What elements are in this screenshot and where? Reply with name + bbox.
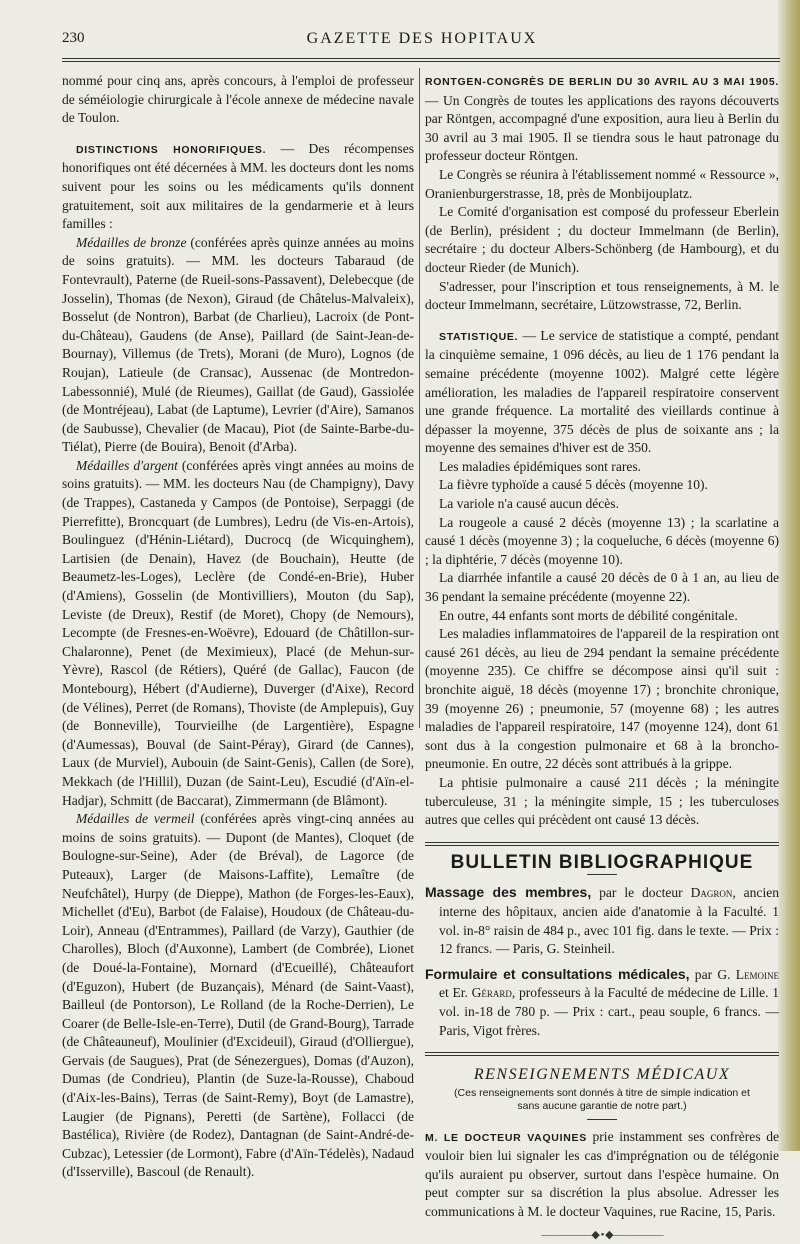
entry-2-text: professeurs à la Faculté de médecine de Lille. 1 vol. in-18 de 780 p. — Prix : cart., peau souple, 6 francs. — Paris, Vigot frères. [439, 985, 779, 1038]
vaquines-text: prie instamment ses confrères de vouloir bien lui signaler les cas d'imprégnation ou de télégonie qu'ils auraient pu observer, surtout dans l'espèce humaine. On peut compter sur sa discrétion la plus absolue. Adresser les communications à M. le docteur Vaquines, rue Racine, 15, Paris. [425, 1128, 779, 1220]
statistique-text-2: Les maladies épidémiques sont rares. [439, 458, 642, 474]
distinctions-text: — Des récompenses honorifiques ont été décernées à MM. les docteurs dont les noms suivent pour les soins ou les médicaments qu'ils donnent gratuitement, soit aux militaires de la gendarmerie et à leurs familles : [62, 140, 414, 232]
column-divider [419, 68, 420, 728]
distinctions-heading: DISTINCTIONS HONORIFIQUES. [76, 143, 267, 156]
entry-1-title: Massage des membres, [425, 884, 592, 901]
entry-2-pre: par G. [689, 966, 736, 982]
entry-2-title: Formulaire et consultations médicales, [425, 965, 690, 982]
vermeil-label: Médailles de vermeil [76, 811, 195, 827]
bronze-text: (conférées après quinze années au moins de soins gratuits). — MM. les docteurs Tabaraud (de Fontevrault), Paterne (de Rueil-sons-Passavent), Delebecque (de Josselin), Thomas (de Nexon), Giraud (de Châtelus-Malvaleix), Bosselut (de Nontron), Barbat (de Charlieu), Lacroix (de Pont-du-Château), Gaudens (de Anse), Paillard (de Saint-Jean-de-Bournay), Villemus (de Trets), Morani (de Muro), Lognos (de Roujan), Latieule (de Cransac), Aussenac (de Montredon-Labessonnié), Mulé (de Rieumes), Gaillat (de Gaud), Gassiolée (de Montréjeau), Labat (de Laptume), Levrier (d'Aire), Samanos (de Saubusse), Chevalier (de Macau), Piot (de Sainte-Barbe-du-Tiélat), Pierre (de Bouira), Benoit (d'Arba). [62, 234, 414, 455]
vermeil-text: (conférées après vingt-cinq années au moins de soins gratuits). — Dupont (de Mantes), Cloquet (de Boulogne-sur-Seine), Ader (de Bréval), de Lagorce (de Puteaux), Larger (de Maisons-Laffite), Lemaître (de Neufchâtel), Hurpy (de Dieppe), Mathon (de Forges-les-Eaux), Michellet (d'Eu), Barbot (de Falaise), Houdoux (de Château-du-Loir), Anneau (d'Entrammes), Paillard (de Varzy), Gauthier (de Charolles), Bloch (d'Auxonne), Lambert (de Combrée), Lionet (de Doué-la-Fontaine), Mornard (d'Ecueillé), Châteaufort (d'Eguzon), Hubert (de Buzançais), Ménard (de Saint-Vaast), Bailleul (de Pontorson), Le Rolland (de la Roche-Derrien), Le Coarer (de Belle-Isle-en-Terre), Dutil (de Grand-Bourg), Tarrade (de Châteauneuf), Moulinier (d'Excideuil), Giraud (d'Olliergue), Gervais (de Saugues), Prat (de Sénezergues), Domas (d'Auzon), Dumas (de Condrieu), Plantin (de Suze-la-Rousse), Chaboud (d'Aix-les-Bains), Terras (de Saint-Remy), Boyt (de Lamastre), Laugier (de Pignans), Peretti (de Sartène), Follacci (de Bastélica), Rivière (de Rodez), Dantagnan (de Saint-André-de-Cubzac), Letessier (de Lormont), Fabre (d'Aïn-Tédelès), Nadaud (d'Isserville), Bascoul (de Renault). [62, 811, 414, 1180]
right-column [425, 72, 779, 1244]
bulletin-short-rule [587, 874, 617, 875]
vaquines-heading: M. LE DOCTEUR VAQUINES [425, 1131, 587, 1144]
statistique-text-6: La diarrhée infantile a causé 20 décès de 0 à 1 an, au lieu de 36 pendant la semaine précédente (moyenne 22). [425, 570, 779, 605]
statistique-text-3: La fièvre typhoïde a causé 5 décès (moyenne 10). [439, 477, 708, 493]
page-number: 230 [62, 30, 85, 46]
congres-text-3: Le Comité d'organisation est composé du professeur Eberlein (de Berlin), président ; du docteur Immelmann (de Berlin), secrétaire ; du docteur Albers-Schönberg (de Hambourg), et du docteur Rieder (de Munich). [425, 204, 779, 275]
argent-text: (conférées après vingt années au moins de soins gratuits). — MM. les docteurs Nau (de Champigny), Davy (de Trappes), Castaneda y Campos (de Pontoise), Serpaggi (de Pierrefitte), Broncquart (de Lumbres), Ledru (de Vis-en-Artois), Boulinguez (d'Hénin-Liétard), Ducrocq (de Wicquinghem), Lartisien (de Denain), Havez (de Bouchain), Heutte (de Beaumetz-les-Loges), Leclère (de Condé-en-Brie), Huber (d'Amiens), Gosselin (de Montivilliers), Mouton (du Sap), Leviste (de Dreux), Restif (de Moret), Chopy (de Nemours), Lecompte (de Fresnes-en-Woëvre), Edouard (de Châtillon-sur-Chalaronne), Penet (de Meximieux), Placé (de Mehun-sur-Yèvre), Rascol (de Rétiers), Quéré (de Gallac), Faucon (de Montebourg), Hébert (d'Audierne), Duverger (d'Aixe), Record (de Vélines), Perret (de Romans), Thoviste (de Amplepuis), Guy (de Bonneville), Tourvieilhe (de Largentière), Espagne (d'Aumessas), Bouval (de Saint-Péray), Girard (de Cannes), Laux (de Murviel), Aubouin (de Saint-Genis), Callen (de Sore), Mekkach (de l'Hillil), Duzan (de Saint-Leu), Escudié (d'Aïn-el-Hadjar), Schmitt (de Baccarat), Zimmermann (de Blâmont). [62, 457, 415, 808]
vaquines-paragraph [425, 1128, 779, 1222]
renseignements-rule [425, 1052, 779, 1056]
distinctions-paragraph [62, 140, 414, 234]
congres-text-2: Le Congrès se réunira à l'établissement nommé « Ressource », Oranienburgerstrasse, 18, près de Monbijouplatz. [425, 166, 779, 201]
entry-2-author: Lemoine [735, 966, 779, 982]
renseignements-short-rule [587, 1119, 617, 1120]
statistique-text-4: La variole n'a causé aucun décès. [439, 496, 619, 512]
statistique-text-5: La rougeole a causé 2 décès (moyenne 13) ; la scarlatine a causé 1 décès (moyenne 3) ; la coqueluche, 6 décès (moyenne 6) ; la diphtérie, 7 décès (moyenne 10). [425, 514, 779, 567]
bulletin-entry-2 [425, 965, 779, 1040]
statistique-heading: STATISTIQUE. [439, 330, 519, 343]
statistique-text-7: En outre, 44 enfants sont morts de débilité congénitale. [439, 607, 738, 623]
entry-2-author-2: Gérard, [471, 985, 516, 1001]
bronze-label: Médailles de bronze [76, 234, 187, 250]
entry-2-mid: et Er. [439, 985, 472, 1001]
congres-paragraph [425, 72, 779, 166]
bulletin-title: BULLETIN BIBLIOGRAPHIQUE [450, 851, 754, 873]
congres-text-1: — Un Congrès de toutes les applications des rayons découverts par Röntgen, accompagné d'une exposition, aura lieu à Berlin du 30 avril au 3 mai 1905. Il se tiendra sous le haut patronage du professeur docteur Röntgen. [425, 92, 779, 164]
congres-heading: RONTGEN-CONGRÈS DE BERLIN DU 30 AVRIL AU 3 MAI 1905. [425, 76, 779, 88]
statistique-text-1: — Le service de statistique a compté, pendant la cinquième semaine, 1 096 décès, au lieu de 1 176 pendant la semaine précédente (moyenne 1002). Malgré cette légère amélioration, les maladies de l'appareil respiratoire conservent une grande fréquence. La mortalité des vieillards continue à dépasser la moyenne, 375 décès de plus de soixante ans ; la moyenne des semaines d'hiver est de 350. [425, 327, 779, 456]
bulletin-rule [425, 842, 779, 846]
bronze-paragraph [62, 234, 414, 457]
ornament-divider: —————◆ • ◆————— [541, 1228, 663, 1241]
argent-label: Médailles d'argent [76, 457, 178, 473]
header-rule [62, 58, 780, 62]
renseignements-subtitle: (Ces renseignements sont donnés à titre de simple indication et sans aucune garantie de notre part.) [454, 1086, 750, 1112]
statistique-text-9: La phtisie pulmonaire a causé 211 décès ; la méningite tuberculeuse, 31 ; la méningite simple, 15 ; les tuberculoses autres que celles qui précèdent ont causé 13 décès. [425, 774, 779, 828]
vermeil-paragraph [62, 810, 414, 1182]
renseignements-title: RENSEIGNEMENTS MÉDICAUX [473, 1066, 731, 1084]
left-column [62, 72, 414, 1182]
entry-1-author: Dagron, [690, 885, 736, 901]
running-title: GAZETTE DES HOPITAUX [306, 30, 538, 47]
entry-1-text: ancien interne des hôpitaux, ancien aide d'anatomie à la Faculté. 1 vol. in-8° raisin de 484 p., avec 101 fig. dans le texte. — Prix : 12 francs. — Paris, G. Steinheil. [439, 885, 779, 957]
intro-paragraph: nommé pour cinq ans, après concours, à l'emploi de professeur de séméiologie chirurgicale à l'école annexe de médecine navale de Toulon. [62, 73, 414, 126]
argent-paragraph [62, 457, 414, 810]
statistique-paragraph [425, 327, 779, 458]
congres-text-4: S'adresser, pour l'inscription et tous renseignements, à M. le docteur Immelmann, secrétaire, Lützowstrasse, 72, Berlin. [425, 278, 779, 313]
entry-1-pre: par le docteur [591, 885, 691, 901]
page-edge [778, 0, 800, 1151]
page-header [62, 30, 782, 54]
statistique-text-8: Les maladies inflammatoires de l'appareil de la respiration ont causé 261 décès, au lieu de 294 pendant la semaine précédente (moyenne 235). Ce chiffre se décompose ainsi qu'il suit : bronchite aiguë, 18 décès (moyenne 17) ; bronchite chronique, 39 (moyenne 26) ; pneumonie, 57 (moyenne 68) ; les autres maladies de l'appareil respiratoire, 147 (moyenne 124), dont 61 sont dus à la congestion pulmonaire et 68 à la broncho-pneumonie. En outre, 22 décès sont attribués à la grippe. [425, 626, 779, 772]
bulletin-entry-1 [425, 883, 779, 958]
